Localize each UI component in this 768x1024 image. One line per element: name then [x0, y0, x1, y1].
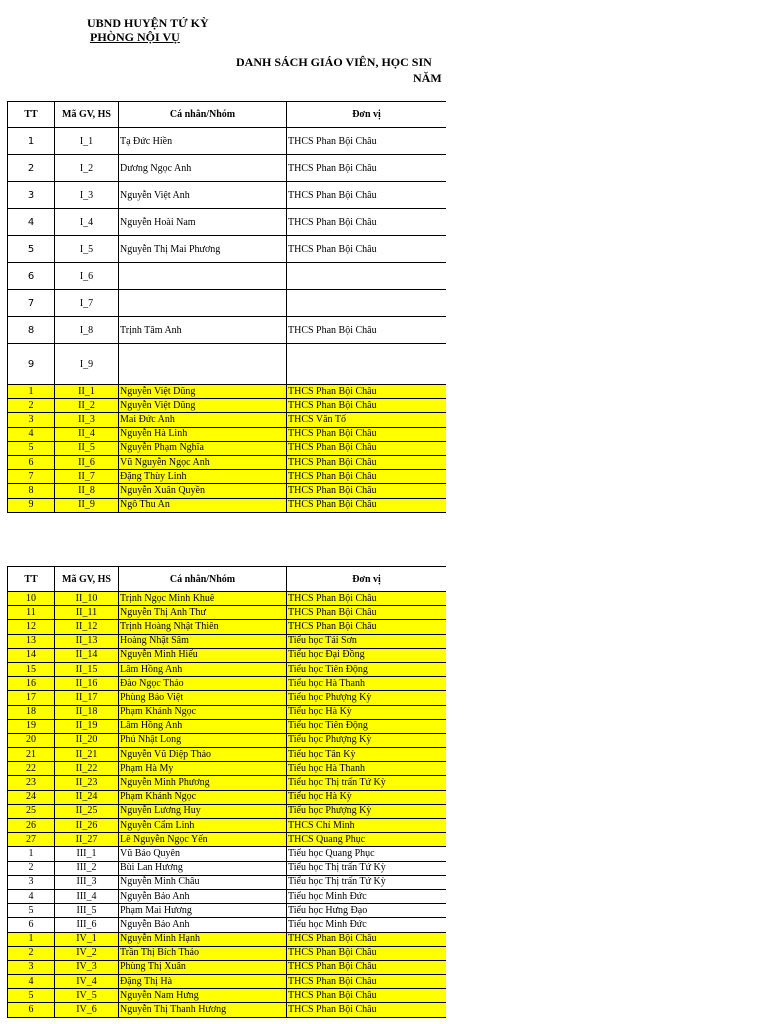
cell-code: II_15 — [55, 662, 119, 676]
table-row — [8, 209, 447, 236]
cell-tt: 3 — [8, 875, 55, 889]
table-row — [8, 317, 447, 344]
cell-code: I_6 — [55, 263, 119, 290]
cell-tt: 5 — [8, 236, 55, 263]
table-row — [8, 155, 447, 182]
cell-tt: 2 — [8, 861, 55, 875]
cell-unit: Tiểu học Tân Kỳ — [287, 748, 447, 762]
cell-code: II_25 — [55, 804, 119, 818]
cell-code: II_14 — [55, 648, 119, 662]
cell-name: Mai Đức Anh — [119, 413, 287, 427]
cell-name: Phạm Mai Hương — [119, 904, 287, 918]
cell-unit: THCS Phan Bội Châu — [287, 385, 447, 399]
cell-unit: THCS Phan Bội Châu — [287, 155, 447, 182]
cell-unit: THCS Phan Bội Châu — [287, 498, 447, 512]
cell-unit: THCS Phan Bội Châu — [287, 128, 447, 155]
cell-tt: 4 — [8, 427, 55, 441]
cell-code: II_19 — [55, 719, 119, 733]
table-row — [8, 847, 447, 861]
cell-tt: 25 — [8, 804, 55, 818]
cell-code: I_1 — [55, 128, 119, 155]
col-header-tt: TT — [8, 102, 55, 128]
table-row — [8, 413, 447, 427]
cell-unit: Tiểu học Tiên Động — [287, 662, 447, 676]
cell-code: II_21 — [55, 748, 119, 762]
cell-tt: 8 — [8, 484, 55, 498]
table-row — [8, 804, 447, 818]
cell-tt: 7 — [8, 470, 55, 484]
cell-unit: Tiểu học Thị trấn Tứ Kỳ — [287, 875, 447, 889]
cell-name: Phạm Khánh Ngọc — [119, 705, 287, 719]
cell-tt: 20 — [8, 733, 55, 747]
cell-tt: 11 — [8, 606, 55, 620]
cell-tt: 6 — [8, 918, 55, 932]
cell-code: III_1 — [55, 847, 119, 861]
cell-code: IV_6 — [55, 1003, 119, 1017]
cell-code: IV_2 — [55, 946, 119, 960]
cell-code: IV_1 — [55, 932, 119, 946]
cell-unit: THCS Phan Bội Châu — [287, 236, 447, 263]
cell-name: Vũ Bảo Quyên — [119, 847, 287, 861]
cell-tt: 18 — [8, 705, 55, 719]
table-row — [8, 946, 447, 960]
cell-name: Nguyễn Cẩm Linh — [119, 819, 287, 833]
cell-name: Phạm Hà My — [119, 762, 287, 776]
cell-tt: 1 — [8, 932, 55, 946]
cell-code: II_27 — [55, 833, 119, 847]
cell-code: II_9 — [55, 498, 119, 512]
cell-code: II_23 — [55, 776, 119, 790]
cell-tt: 17 — [8, 691, 55, 705]
cell-code: II_2 — [55, 399, 119, 413]
cell-tt: 3 — [8, 960, 55, 974]
table-row — [8, 875, 447, 889]
department-name: PHÒNG NỘI VỤ — [90, 30, 180, 44]
cell-name: Lâm Hồng Anh — [119, 719, 287, 733]
table-row — [8, 932, 447, 946]
cell-unit — [287, 263, 447, 290]
cell-name: Nguyễn Thị Mai Phương — [119, 236, 287, 263]
cell-tt: 3 — [8, 413, 55, 427]
cell-code: I_8 — [55, 317, 119, 344]
cell-unit — [287, 344, 447, 385]
cell-name: Nguyễn Hoài Nam — [119, 209, 287, 236]
org-name: UBND HUYỆN TỨ KỲ — [87, 16, 209, 30]
cell-unit: THCS Văn Tố — [287, 413, 447, 427]
cell-code: IV_5 — [55, 989, 119, 1003]
cell-unit: Tiểu học Hà Kỳ — [287, 790, 447, 804]
cell-name: Nguyễn Thị Thanh Hương — [119, 1003, 287, 1017]
cell-name: Nguyễn Minh Châu — [119, 875, 287, 889]
cell-tt: 5 — [8, 441, 55, 455]
cell-name: Nguyễn Phạm Nghĩa — [119, 441, 287, 455]
cell-tt: 2 — [8, 155, 55, 182]
table-2 — [7, 566, 446, 1018]
cell-tt: 7 — [8, 290, 55, 317]
col-header-unit: Đơn vị — [287, 567, 447, 592]
cell-code: II_18 — [55, 705, 119, 719]
cell-name: Nguyễn Hà Linh — [119, 427, 287, 441]
col-header-tt: TT — [8, 567, 55, 592]
cell-code: I_4 — [55, 209, 119, 236]
cell-unit: Tiểu học Minh Đức — [287, 918, 447, 932]
cell-code: II_16 — [55, 677, 119, 691]
cell-unit: THCS Phan Bội Châu — [287, 399, 447, 413]
table-row — [8, 776, 447, 790]
table-row — [8, 762, 447, 776]
cell-name — [119, 344, 287, 385]
cell-unit: THCS Phan Bội Châu — [287, 1003, 447, 1017]
cell-name: Trịnh Ngọc Minh Khuê — [119, 592, 287, 606]
cell-code: I_9 — [55, 344, 119, 385]
cell-name: Trần Thị Bích Thảo — [119, 946, 287, 960]
cell-code: II_26 — [55, 819, 119, 833]
cell-tt: 13 — [8, 634, 55, 648]
cell-name: Trịnh Hoàng Nhật Thiên — [119, 620, 287, 634]
cell-tt: 12 — [8, 620, 55, 634]
cell-code: II_12 — [55, 620, 119, 634]
cell-tt: 1 — [8, 128, 55, 155]
cell-tt: 4 — [8, 209, 55, 236]
cell-unit: Tiểu học Phượng Kỳ — [287, 691, 447, 705]
cell-unit: Tiểu học Tái Sơn — [287, 634, 447, 648]
cell-name: Vũ Nguyễn Ngọc Anh — [119, 455, 287, 469]
cell-tt: 2 — [8, 946, 55, 960]
table-row — [8, 498, 447, 512]
cell-tt: 4 — [8, 975, 55, 989]
cell-tt: 15 — [8, 662, 55, 676]
cell-code: II_3 — [55, 413, 119, 427]
cell-name: Đặng Thùy Linh — [119, 470, 287, 484]
cell-name: Lâm Hồng Anh — [119, 662, 287, 676]
cell-name: Phú Nhật Long — [119, 733, 287, 747]
cell-name: Nguyễn Lương Huy — [119, 804, 287, 818]
cell-tt: 23 — [8, 776, 55, 790]
table-row — [8, 648, 447, 662]
cell-name: Đặng Thị Hà — [119, 975, 287, 989]
cell-name: Nguyễn Minh Hạnh — [119, 932, 287, 946]
cell-unit: THCS Phan Bội Châu — [287, 606, 447, 620]
cell-code: II_22 — [55, 762, 119, 776]
cell-code: II_6 — [55, 455, 119, 469]
cell-name: Hoàng Nhật Sâm — [119, 634, 287, 648]
col-header-code: Mã GV, HS — [55, 102, 119, 128]
cell-tt: 9 — [8, 344, 55, 385]
cell-unit: THCS Phan Bội Châu — [287, 484, 447, 498]
cell-tt: 26 — [8, 819, 55, 833]
cell-unit: THCS Phan Bội Châu — [287, 932, 447, 946]
cell-unit: THCS Phan Bội Châu — [287, 209, 447, 236]
table-row — [8, 1003, 447, 1017]
cell-name: Nguyễn Thị Anh Thư — [119, 606, 287, 620]
cell-code: II_24 — [55, 790, 119, 804]
cell-unit: THCS Chí Minh — [287, 819, 447, 833]
table-row — [8, 290, 447, 317]
cell-name — [119, 290, 287, 317]
table-row — [8, 733, 447, 747]
cell-unit: THCS Phan Bội Châu — [287, 620, 447, 634]
cell-unit — [287, 290, 447, 317]
cell-name: Phạm Khánh Ngọc — [119, 790, 287, 804]
cell-tt: 5 — [8, 989, 55, 1003]
cell-unit: THCS Phan Bội Châu — [287, 182, 447, 209]
cell-code: II_4 — [55, 427, 119, 441]
table-row — [8, 455, 447, 469]
cell-name: Phùng Bảo Việt — [119, 691, 287, 705]
cell-tt: 10 — [8, 592, 55, 606]
cell-tt: 3 — [8, 182, 55, 209]
cell-tt: 9 — [8, 498, 55, 512]
cell-unit: THCS Quang Phục — [287, 833, 447, 847]
cell-unit: THCS Phan Bội Châu — [287, 989, 447, 1003]
table-row — [8, 606, 447, 620]
cell-name: Nguyễn Bảo Anh — [119, 889, 287, 903]
cell-code: II_10 — [55, 592, 119, 606]
col-header-code: Mã GV, HS — [55, 567, 119, 592]
cell-tt: 27 — [8, 833, 55, 847]
cell-name: Nguyễn Minh Phương — [119, 776, 287, 790]
cell-name: Ngô Thu An — [119, 498, 287, 512]
cell-code: IV_3 — [55, 960, 119, 974]
table-row — [8, 399, 447, 413]
cell-unit: THCS Phan Bội Châu — [287, 427, 447, 441]
cell-tt: 6 — [8, 1003, 55, 1017]
cell-code: IV_4 — [55, 975, 119, 989]
table-row — [8, 263, 447, 290]
cell-code: III_5 — [55, 904, 119, 918]
cell-unit: Tiểu học Tiên Động — [287, 719, 447, 733]
cell-code: I_2 — [55, 155, 119, 182]
cell-tt: 6 — [8, 263, 55, 290]
table-row — [8, 385, 447, 399]
table-row — [8, 719, 447, 733]
cell-tt: 1 — [8, 847, 55, 861]
cell-tt: 5 — [8, 904, 55, 918]
cell-name: Nguyễn Minh Hiếu — [119, 648, 287, 662]
table-row — [8, 705, 447, 719]
table-row — [8, 819, 447, 833]
cell-code: II_5 — [55, 441, 119, 455]
cell-unit: THCS Phan Bội Châu — [287, 317, 447, 344]
cell-name: Phùng Thị Xuân — [119, 960, 287, 974]
cell-tt: 22 — [8, 762, 55, 776]
cell-code: III_6 — [55, 918, 119, 932]
cell-name: Nguyễn Bảo Anh — [119, 918, 287, 932]
cell-name: Nguyễn Xuân Quyền — [119, 484, 287, 498]
table-row — [8, 790, 447, 804]
table-row — [8, 918, 447, 932]
table-row — [8, 441, 447, 455]
cell-tt: 4 — [8, 889, 55, 903]
cell-tt: 2 — [8, 399, 55, 413]
cell-name: Nguyễn Việt Dũng — [119, 399, 287, 413]
table-row — [8, 677, 447, 691]
table-row — [8, 989, 447, 1003]
cell-name: Trịnh Tâm Anh — [119, 317, 287, 344]
table-row — [8, 484, 447, 498]
table-row — [8, 634, 447, 648]
cell-code: I_5 — [55, 236, 119, 263]
cell-unit: Tiểu học Hà Thanh — [287, 677, 447, 691]
cell-unit: Tiểu học Phượng Kỳ — [287, 733, 447, 747]
cell-code: III_4 — [55, 889, 119, 903]
table-row — [8, 691, 447, 705]
cell-unit: THCS Phan Bội Châu — [287, 946, 447, 960]
table-row — [8, 427, 447, 441]
cell-tt: 1 — [8, 385, 55, 399]
cell-tt: 21 — [8, 748, 55, 762]
cell-unit: Tiểu học Hà Kỳ — [287, 705, 447, 719]
cell-name: Đào Ngọc Thảo — [119, 677, 287, 691]
table-row — [8, 182, 447, 209]
cell-name: Nguyễn Nam Hưng — [119, 989, 287, 1003]
cell-unit: Tiểu học Phượng Kỳ — [287, 804, 447, 818]
table-row — [8, 889, 447, 903]
cell-tt: 16 — [8, 677, 55, 691]
cell-unit: Tiểu học Hà Thanh — [287, 762, 447, 776]
cell-name: Tạ Đức Hiền — [119, 128, 287, 155]
cell-unit: Tiểu học Quang Phục — [287, 847, 447, 861]
col-header-unit: Đơn vị — [287, 102, 447, 128]
cell-tt: 6 — [8, 455, 55, 469]
cell-unit: THCS Phan Bội Châu — [287, 975, 447, 989]
table-row — [8, 236, 447, 263]
cell-name: Lê Nguyễn Ngọc Yến — [119, 833, 287, 847]
cell-code: II_20 — [55, 733, 119, 747]
cell-code: I_3 — [55, 182, 119, 209]
cell-tt: 24 — [8, 790, 55, 804]
col-header-name: Cá nhân/Nhóm — [119, 102, 287, 128]
table-row — [8, 592, 447, 606]
cell-code: II_1 — [55, 385, 119, 399]
table-row — [8, 833, 447, 847]
cell-unit: THCS Phan Bội Châu — [287, 960, 447, 974]
cell-unit: Tiểu học Đại Đồng — [287, 648, 447, 662]
cell-unit: Tiểu học Hưng Đạo — [287, 904, 447, 918]
cell-tt: 14 — [8, 648, 55, 662]
cell-code: I_7 — [55, 290, 119, 317]
cell-unit: THCS Phan Bội Châu — [287, 455, 447, 469]
table-row — [8, 861, 447, 875]
document-subtitle: NĂM — [413, 71, 442, 85]
cell-unit: Tiểu học Thị trấn Tứ Kỳ — [287, 776, 447, 790]
cell-name: Dương Ngọc Anh — [119, 155, 287, 182]
cell-tt: 8 — [8, 317, 55, 344]
table-row — [8, 344, 447, 385]
table-row — [8, 960, 447, 974]
cell-code: II_8 — [55, 484, 119, 498]
cell-name: Nguyễn Việt Dũng — [119, 385, 287, 399]
cell-unit: THCS Phan Bội Châu — [287, 470, 447, 484]
cell-name: Nguyễn Việt Anh — [119, 182, 287, 209]
cell-code: III_2 — [55, 861, 119, 875]
cell-tt: 19 — [8, 719, 55, 733]
table-row — [8, 748, 447, 762]
cell-code: II_17 — [55, 691, 119, 705]
cell-code: III_3 — [55, 875, 119, 889]
cell-unit: Tiểu học Thị trấn Tứ Kỳ — [287, 861, 447, 875]
document-title: DANH SÁCH GIÁO VIÊN, HỌC SIN — [236, 55, 432, 69]
cell-unit: Tiểu học Minh Đức — [287, 889, 447, 903]
table-row — [8, 904, 447, 918]
cell-unit: THCS Phan Bội Châu — [287, 592, 447, 606]
cell-name — [119, 263, 287, 290]
cell-code: II_11 — [55, 606, 119, 620]
cell-name: Nguyễn Vũ Diệp Thảo — [119, 748, 287, 762]
table-row — [8, 975, 447, 989]
table-1 — [7, 101, 446, 513]
table-row — [8, 620, 447, 634]
cell-code: II_7 — [55, 470, 119, 484]
table-row — [8, 662, 447, 676]
table-row — [8, 470, 447, 484]
cell-name: Bùi Lan Hương — [119, 861, 287, 875]
col-header-name: Cá nhân/Nhóm — [119, 567, 287, 592]
cell-code: II_13 — [55, 634, 119, 648]
table-row — [8, 128, 447, 155]
cell-unit: THCS Phan Bội Châu — [287, 441, 447, 455]
